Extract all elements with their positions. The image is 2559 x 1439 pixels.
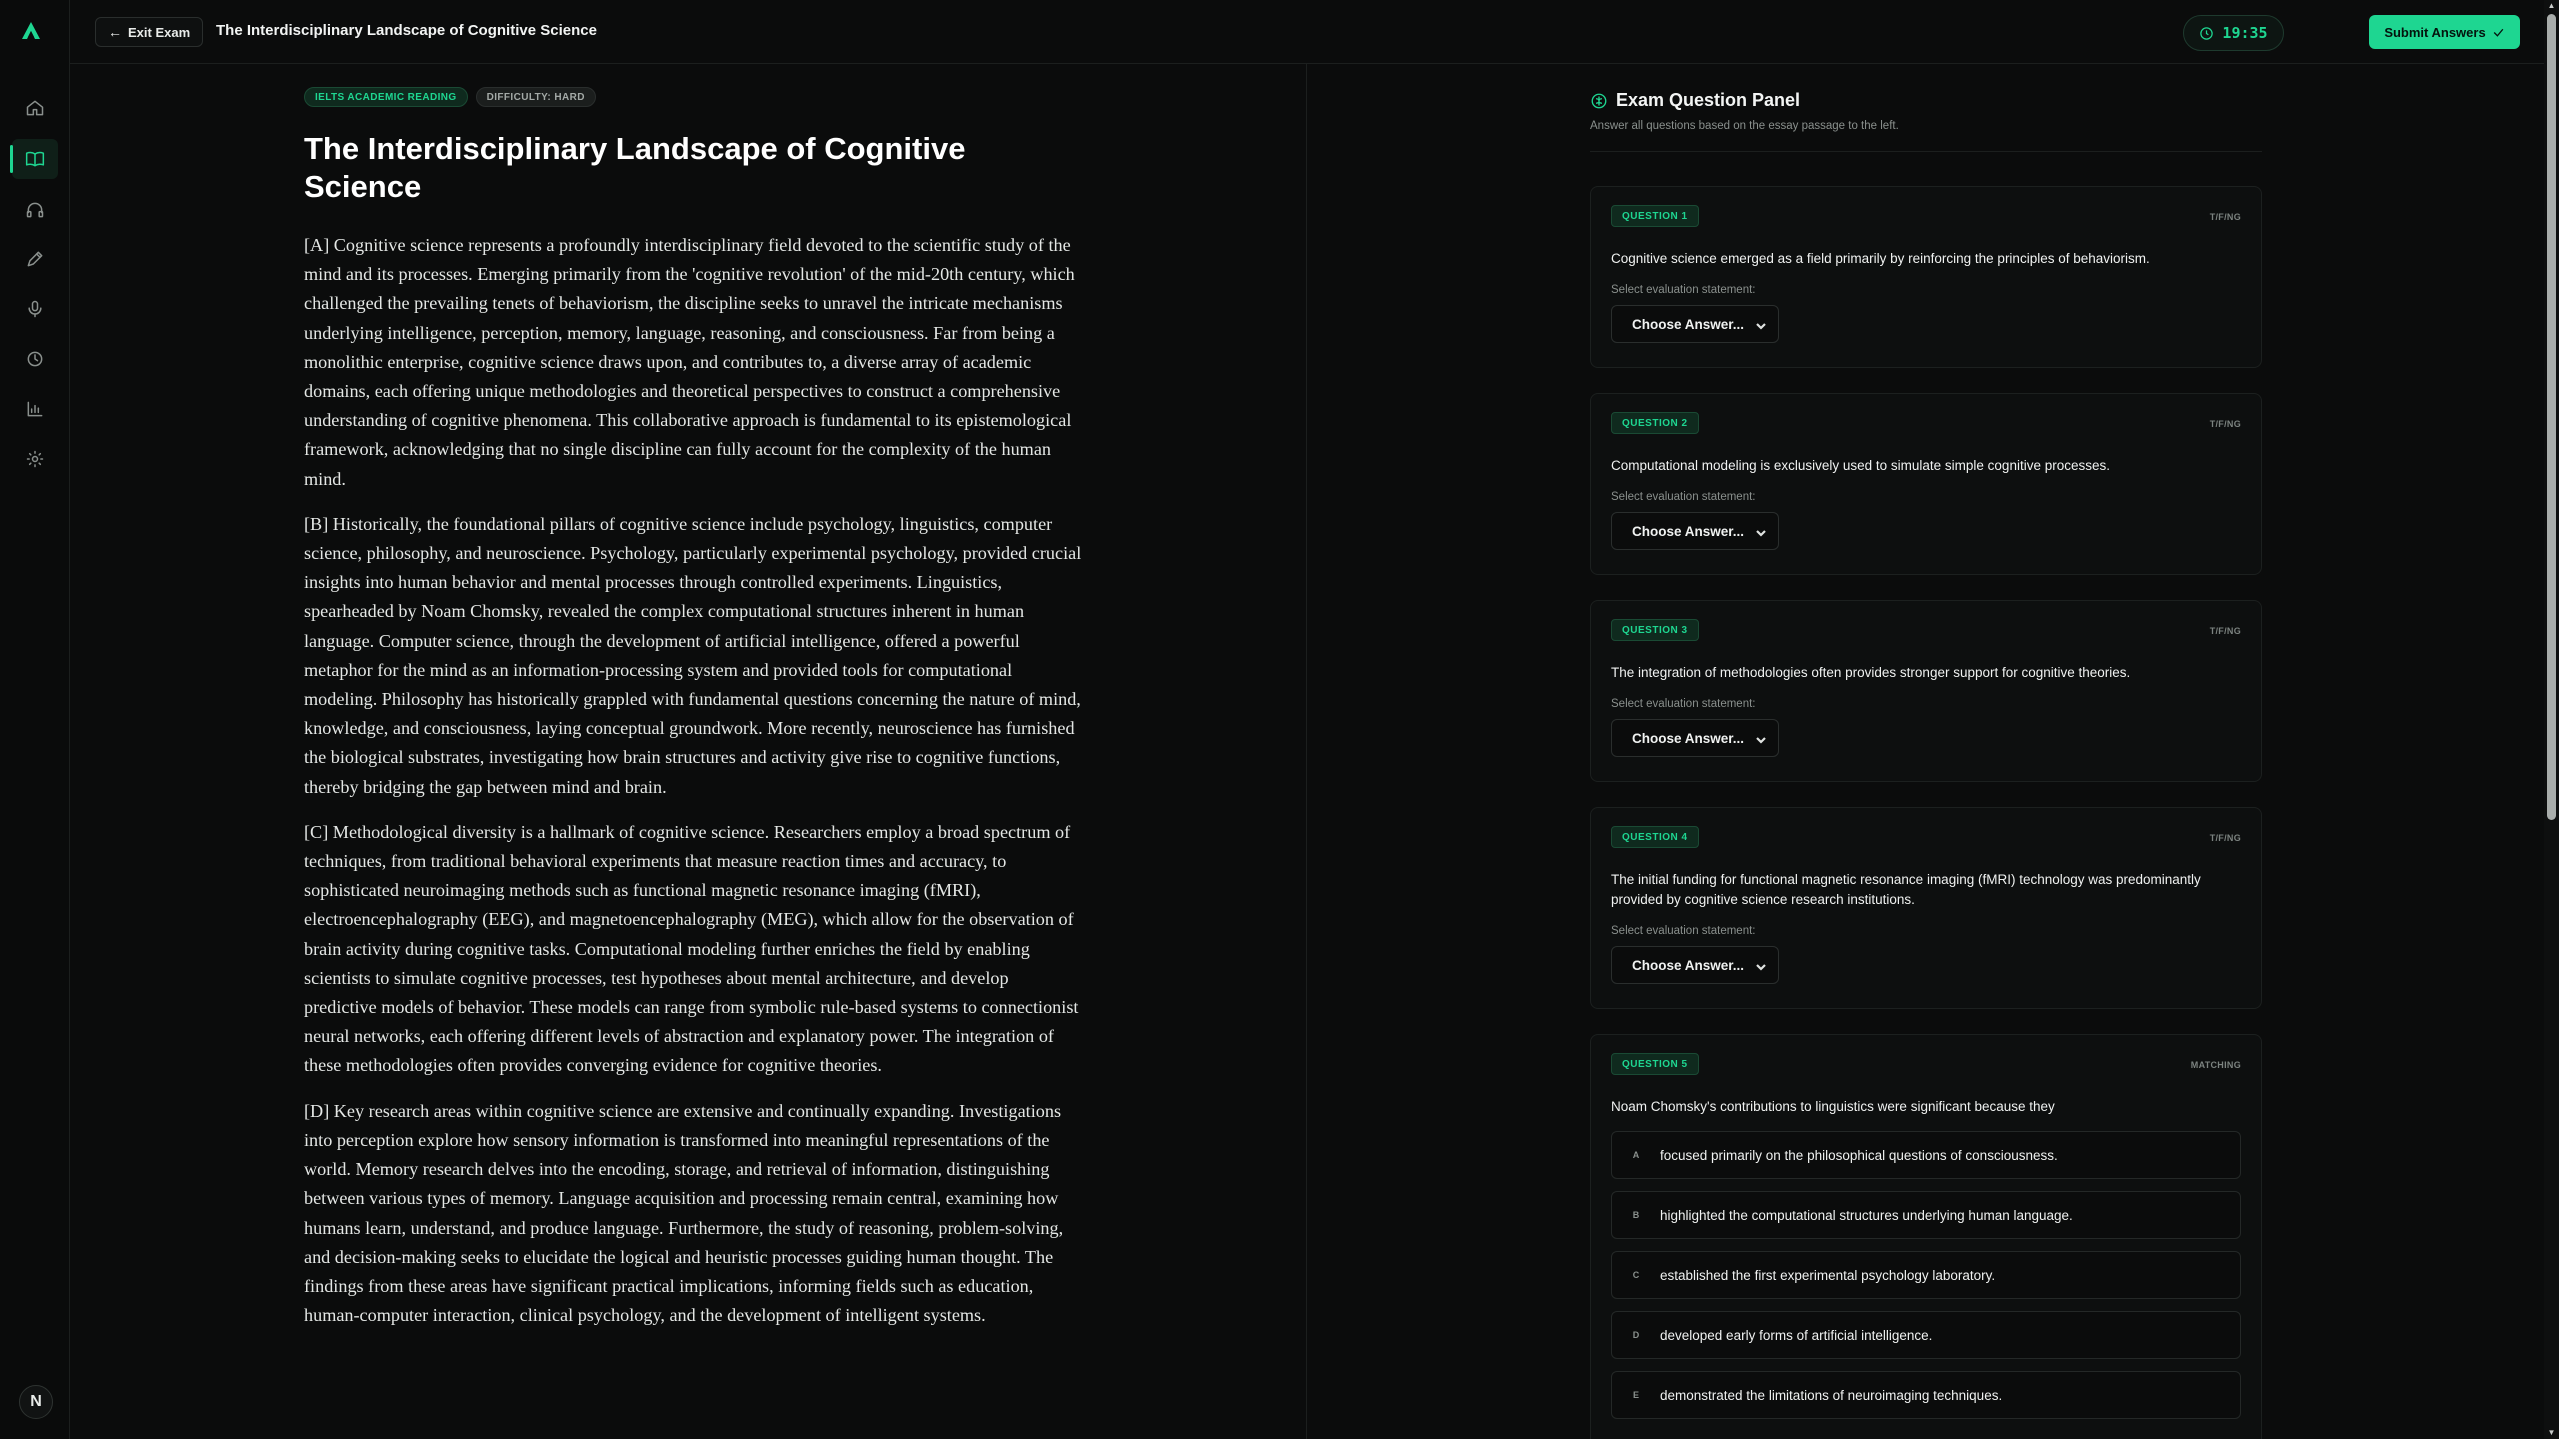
difficulty-badge: DIFFICULTY: HARD xyxy=(476,87,596,107)
answer-select-4[interactable] xyxy=(1611,946,1779,984)
top-bar xyxy=(70,0,2559,64)
question-type: T/F/NG xyxy=(2209,212,2241,222)
chevron-down-icon xyxy=(1756,733,1766,743)
question-type: T/F/NG xyxy=(2209,626,2241,636)
passage-body xyxy=(304,231,1084,1346)
passage-badges xyxy=(304,87,596,107)
select-hint: Select evaluation statement: xyxy=(1611,491,1756,503)
answer-select-value: Choose Answer... xyxy=(1632,523,1745,539)
pen-icon xyxy=(25,249,45,269)
passage-panel[interactable] xyxy=(70,64,1306,1439)
sidebar-item-settings[interactable] xyxy=(12,439,58,479)
question-text: Computational modeling is exclusively used to simulate simple cognitive processes. xyxy=(1611,458,2110,473)
page-title: The Interdisciplinary Landscape of Cognitive Science xyxy=(216,22,597,39)
check-icon xyxy=(2492,26,2505,39)
select-hint: Select evaluation statement: xyxy=(1611,284,1756,296)
question-text: Noam Chomsky's contributions to linguistics were significant because they xyxy=(1611,1099,2055,1114)
answer-select-3[interactable] xyxy=(1611,719,1779,757)
question-panel-subtitle: Answer all questions based on the essay passage to the left. xyxy=(1590,120,1899,132)
answer-select-value: Choose Answer... xyxy=(1632,316,1745,332)
arrow-left-icon: ← xyxy=(108,24,122,40)
matching-option-b[interactable] xyxy=(1611,1191,2241,1239)
option-text: established the first experimental psychology laboratory. xyxy=(1660,1267,1996,1283)
option-letter: A xyxy=(1632,1150,1640,1160)
question-number-badge: QUESTION 2 xyxy=(1611,412,1699,434)
exam-timer xyxy=(2183,15,2284,51)
passage-paragraph-d: [D] Key research areas within cognitive science are extensive and continually expanding. Investigations into perception explore how sensory information is transformed into meaningful representations of the world. Memory research delves into the encoding, storage, and retrieval of information, distinguishing between various types of memory. Language acquisition and processing remain central, examining how humans learn, understand, and produce language. Furthermore, the study of reasoning, problem-solving, and decision-making seeks to elucidate the logical and heuristic processes guiding human thought. The findings from these areas have significant practical implications, informing fields such as education, human-computer interaction, clinical psychology, and the development of intelligent systems. xyxy=(304,1100,1064,1326)
sidebar-item-history[interactable] xyxy=(12,339,58,379)
mic-icon xyxy=(25,299,45,319)
select-hint: Select evaluation statement: xyxy=(1611,698,1756,710)
question-text: The initial funding for functional magnetic resonance imaging (fMRI) technology was predominantly provided by cognitive science research institutions. xyxy=(1611,872,2201,907)
headphones-icon xyxy=(25,200,45,220)
book-icon xyxy=(25,149,45,169)
question-panel-header xyxy=(1590,90,1800,111)
timer-value: 19:35 xyxy=(2222,24,2268,42)
sidebar-item-writing[interactable] xyxy=(12,239,58,279)
clock-icon xyxy=(25,349,45,369)
clock-icon xyxy=(2199,26,2214,41)
option-letter: B xyxy=(1632,1210,1640,1220)
passage-title: The Interdisciplinary Landscape of Cognitive Science xyxy=(304,131,966,204)
question-card-5 xyxy=(1590,1034,2262,1439)
scroll-up-arrow-icon[interactable]: ▲ xyxy=(2547,1,2556,10)
question-number-badge: QUESTION 1 xyxy=(1611,205,1699,227)
exit-exam-label: Exit Exam xyxy=(128,24,191,40)
matching-option-a[interactable] xyxy=(1611,1131,2241,1179)
passage-paragraph-a: [A] Cognitive science represents a profoundly interdisciplinary field devoted to the scientific study of the mind and its processes. Emerging primarily from the 'cognitive revolution' of the mid-20th century, which challenged the prevailing tenets of behaviorism, the discipline seeks to unravel the intricate mechanisms underlying intelligence, perception, memory, language, reasoning, and consciousness. Far from being a monolithic enterprise, cognitive science draws upon, and contributes to, a diverse array of academic domains, each offering unique methodologies and theoretical perspectives to construct a comprehensive understanding of cognitive phenomena. This collaborative approach is fundamental to its epistemological framework, acknowledging that no single discipline can fully account for the complexity of the human mind. xyxy=(304,235,1075,489)
question-text: Cognitive science emerged as a field primarily by reinforcing the principles of behaviorism. xyxy=(1611,251,2150,266)
page-scrollbar[interactable] xyxy=(2544,0,2559,1439)
exit-exam-button[interactable] xyxy=(95,17,203,47)
question-card-4 xyxy=(1590,807,2262,1009)
scroll-down-arrow-icon[interactable]: ▼ xyxy=(2547,1428,2556,1437)
question-text: The integration of methodologies often provides stronger support for cognitive theories. xyxy=(1611,665,2131,680)
option-text: focused primarily on the philosophical questions of consciousness. xyxy=(1660,1147,2058,1163)
option-letter: E xyxy=(1632,1390,1639,1400)
sidebar-item-listening[interactable] xyxy=(12,190,58,230)
option-text: demonstrated the limitations of neuroimaging techniques. xyxy=(1660,1387,2003,1403)
divider xyxy=(1590,151,2262,152)
gear-icon xyxy=(25,449,45,469)
sidebar-item-speaking[interactable] xyxy=(12,289,58,329)
matching-option-c[interactable] xyxy=(1611,1251,2241,1299)
home-icon xyxy=(25,98,45,118)
matching-option-d[interactable] xyxy=(1611,1311,2241,1359)
sidebar-item-analytics[interactable] xyxy=(12,389,58,429)
select-hint: Select evaluation statement: xyxy=(1611,925,1756,937)
option-letter: C xyxy=(1632,1270,1640,1280)
sidebar-item-reading[interactable] xyxy=(12,139,58,179)
answer-select-2[interactable] xyxy=(1611,512,1779,550)
question-card-2 xyxy=(1590,393,2262,575)
question-card-3 xyxy=(1590,600,2262,782)
question-number-badge: QUESTION 5 xyxy=(1611,1053,1699,1075)
answer-select-value: Choose Answer... xyxy=(1632,730,1745,746)
answer-select-1[interactable] xyxy=(1611,305,1779,343)
option-letter: D xyxy=(1632,1330,1640,1340)
option-text: developed early forms of artificial intelligence. xyxy=(1660,1327,1933,1343)
option-text: highlighted the computational structures underlying human language. xyxy=(1660,1207,2073,1223)
sidebar xyxy=(0,0,70,1439)
app-logo-icon[interactable] xyxy=(19,19,43,43)
question-number-badge: QUESTION 4 xyxy=(1611,826,1699,848)
scrollbar-thumb[interactable] xyxy=(2547,14,2556,820)
question-panel-title: Exam Question Panel xyxy=(1616,90,1801,110)
submit-answers-button[interactable] xyxy=(2369,15,2520,49)
sidebar-item-home[interactable] xyxy=(12,88,58,128)
chevron-down-icon xyxy=(1756,319,1766,329)
panel-divider[interactable] xyxy=(1306,64,1307,1439)
brain-icon xyxy=(1590,92,1608,110)
passage-paragraph-c: [C] Methodological diversity is a hallmark of cognitive science. Researchers employ a broad spectrum of techniques, from traditional behavioral experiments that measure reaction times and accuracy, to sophisticated neuroimaging methods such as functional magnetic resonance imaging (fMRI), electroencephalography (EEG), and magnetoencephalography (MEG), which allow for the observation of brain activity during cognitive tasks. Computational modeling further enriches the field by enabling scientists to simulate cognitive processes, test hypotheses about mental architecture, and develop predictive models of behavior. These models can range from symbolic rule-based systems to connectionist neural networks, each offering different levels of abstraction and explanatory power. The integration of these methodologies often provides converging evidence for cognitive theories. xyxy=(304,821,1079,1076)
submit-answers-label: Submit Answers xyxy=(2384,24,2486,40)
question-type: T/F/NG xyxy=(2209,833,2241,843)
matching-option-e[interactable] xyxy=(1611,1371,2241,1419)
question-type: T/F/NG xyxy=(2209,419,2241,429)
question-panel[interactable] xyxy=(1590,64,2262,1439)
chart-icon xyxy=(25,399,45,419)
question-number-badge: QUESTION 3 xyxy=(1611,619,1699,641)
chevron-down-icon xyxy=(1756,526,1766,536)
question-type: MATCHING xyxy=(2190,1060,2241,1070)
section-badge: IELTS ACADEMIC READING xyxy=(304,87,468,107)
answer-select-value: Choose Answer... xyxy=(1632,957,1745,973)
passage-paragraph-b: [B] Historically, the foundational pillars of cognitive science include psychology, linguistics, computer science, philosophy, and neuroscience. Psychology, particularly experimental psychology, provided crucial insights into human behavior and mental processes through controlled experiments. Linguistics, spearheaded by Noam Chomsky, revealed the complex computational structures inherent in human language. Computer science, through the development of artificial intelligence, offered a powerful metaphor for the mind as an information-processing system and provided tools for computational modeling. Philosophy has historically grappled with fundamental questions concerning the nature of mind, knowledge, and consciousness, laying conceptual groundwork. More recently, neuroscience has furnished the biological substrates, investigating how brain structures and activity give rise to cognitive functions, thereby bridging the gap between mind and brain. xyxy=(304,513,1082,797)
chevron-down-icon xyxy=(1756,960,1766,970)
question-card-1 xyxy=(1590,186,2262,368)
avatar[interactable]: N xyxy=(19,1385,53,1419)
